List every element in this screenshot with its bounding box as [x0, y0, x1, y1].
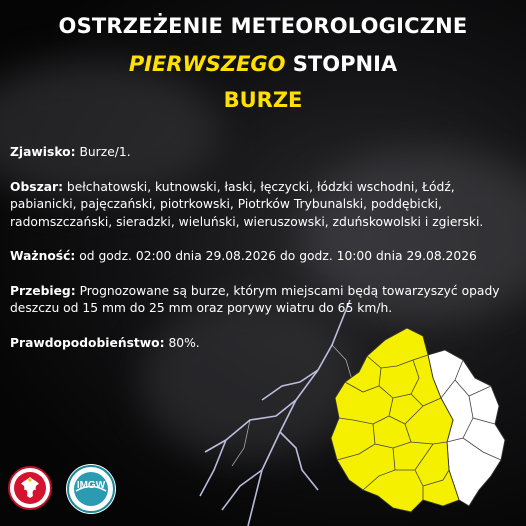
detail-waznosc	[10, 248, 516, 266]
government-emblem-logo	[8, 466, 52, 510]
detail-value: Prognozowane są burze, którym miejscami będą towarzyszyć opady deszczu od 15 mm do 25 mm oraz porywy wiatru do 65 km/h.	[10, 283, 500, 315]
warning-phenomenon: BURZE	[223, 88, 303, 112]
detail-label: Zjawisko:	[10, 145, 76, 159]
detail-przebieg	[10, 283, 516, 318]
detail-value: bełchatowski, kutnowski, łaski, łęczycki, łódzki wschodni, Łódź, pabianicki, pajęczański, piotrkowski, Piotrków Trybunalski, poddębicki, radomszczański, sieradzki, wieluński, wieruszowski, zduńskowolski i zgierski.	[10, 179, 484, 229]
detail-label: Obszar:	[10, 179, 64, 194]
detail-label: Przebieg:	[10, 283, 76, 298]
lightning-bolt	[200, 440, 226, 496]
warning-degree-rest: STOPNIA	[285, 52, 398, 76]
warning-degree-highlight: PIERWSZEGO	[128, 52, 286, 76]
imgw-logo	[66, 464, 116, 514]
imgw-label: IMGW	[76, 480, 106, 491]
lightning-bolt	[222, 470, 262, 510]
detail-label: Ważność:	[10, 249, 76, 263]
detail-value: 80%.	[164, 335, 200, 350]
detail-obszar	[10, 179, 516, 232]
warning-title: OSTRZEŻENIE METEOROLOGICZNE	[58, 14, 468, 38]
region-map	[323, 320, 523, 520]
eagle-icon	[10, 468, 50, 508]
detail-value: od godz. 02:00 dnia 29.08.2026 do godz. 10:00 dnia 29.08.2026	[75, 249, 477, 263]
lightning-bolt	[280, 432, 318, 490]
lightning-bolt	[262, 370, 318, 400]
imgw-emblem-icon	[66, 464, 116, 514]
detail-label: Prawdopodobieństwo:	[10, 335, 165, 350]
warning-degree	[0, 52, 526, 76]
detail-zjawisko	[10, 144, 516, 162]
detail-value: Burze/1.	[75, 145, 131, 159]
